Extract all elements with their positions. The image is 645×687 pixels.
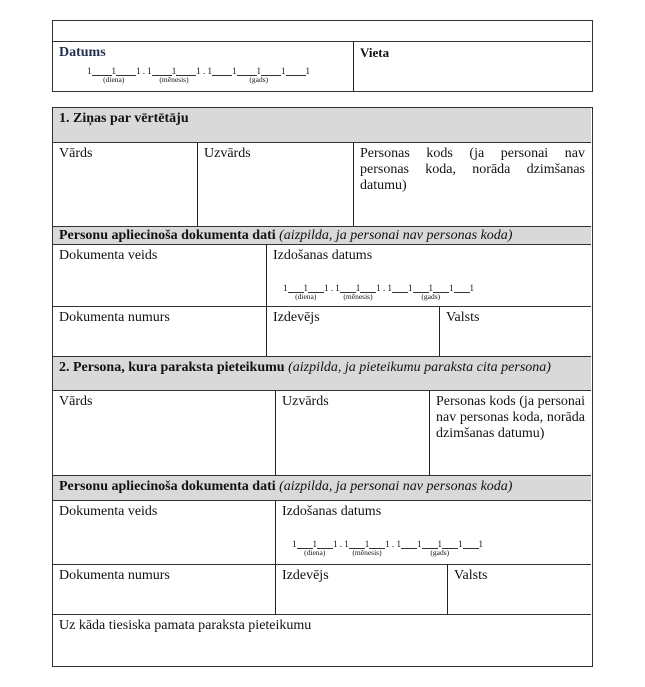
date-line-s1 — [283, 283, 474, 301]
s2-dokumenta-veids-field[interactable] — [53, 500, 275, 565]
s1-vards-field[interactable] — [53, 142, 197, 227]
date-tick: 1 — [281, 66, 286, 76]
date-day — [283, 283, 329, 301]
datums-label: Datums — [59, 45, 106, 60]
s1-doc-header-title: Personu apliecinoša dokumenta dati — [59, 228, 276, 243]
s1-izdevejs-label: Izdevējs — [273, 310, 320, 325]
date-tick: 1 — [376, 283, 381, 293]
date-year — [387, 283, 475, 301]
date-tick: 1 — [305, 66, 310, 76]
date-underline — [463, 539, 479, 549]
date-separator: . — [200, 66, 208, 76]
s2-vards-label: Vārds — [59, 394, 93, 409]
date-underline — [392, 283, 408, 293]
s1-dokumenta-numurs-label: Dokumenta numurs — [59, 310, 170, 325]
date-tick: 1 — [207, 66, 212, 76]
vieta-label: Vieta — [360, 45, 390, 60]
date-line-s2 — [292, 539, 483, 557]
date-year — [396, 539, 484, 557]
date-year-label: (gads) — [421, 292, 441, 301]
s1-izdosanas-datums-label: Izdošanas datums — [273, 248, 373, 263]
date-tick: 1 — [428, 283, 433, 293]
section2-title: 2. Persona, kura paraksta pieteikumu — [59, 360, 285, 375]
date-underline — [454, 283, 470, 293]
date-tick: 1 — [458, 539, 463, 549]
date-separator: . — [389, 539, 397, 549]
date-underline — [212, 66, 232, 76]
s2-uzvards-label: Uzvārds — [282, 394, 329, 409]
date-tick: 1 — [355, 283, 361, 293]
s1-vards-label: Vārds — [59, 146, 93, 161]
s2-pamats-label: Uz kāda tiesiska pamata paraksta pieteikumu — [59, 618, 312, 633]
s1-uzvards-label: Uzvārds — [204, 146, 251, 161]
s2-dokumenta-numurs-field[interactable] — [53, 564, 275, 615]
date-tick: 1 — [196, 66, 201, 76]
s1-uzvards-field[interactable] — [197, 142, 353, 227]
s2-izdevejs-field[interactable] — [275, 564, 447, 615]
s2-personas-kods-label: Personas kods (ja personai nav personas koda, norāda dzimšanas datumu) — [436, 394, 585, 441]
s2-valsts-field[interactable] — [447, 564, 591, 615]
date-tick: 1 — [136, 66, 141, 76]
s2-izdosanas-datums-field[interactable] — [275, 500, 591, 565]
s1-izdevejs-field[interactable] — [266, 306, 439, 357]
date-underline — [286, 66, 306, 76]
section2-header — [53, 356, 591, 391]
date-tick: 1 — [437, 539, 442, 549]
section1-header — [53, 108, 591, 143]
s1-doc-header — [53, 226, 591, 245]
date-day-label: (diena) — [295, 292, 317, 301]
date-separator: . — [380, 283, 388, 293]
date-tick: 1 — [385, 539, 390, 549]
s1-dokumenta-veids-label: Dokumenta veids — [59, 248, 158, 263]
s1-dokumenta-numurs-field[interactable] — [53, 306, 266, 357]
date-tick: 1 — [324, 283, 329, 293]
date-tick: 1 — [171, 66, 177, 76]
header-blank-row[interactable] — [53, 21, 591, 42]
datums-cell[interactable] — [53, 41, 353, 91]
main-table — [52, 107, 593, 667]
date-tick: 1 — [469, 283, 474, 293]
vieta-cell[interactable] — [353, 41, 591, 91]
s1-personas-kods-label: Personas kods (ja personai nav personas koda, norāda dzimšanas datumu) — [360, 146, 585, 193]
s2-dokumenta-numurs-label: Dokumenta numurs — [59, 568, 170, 583]
date-month — [335, 283, 381, 301]
date-separator: . — [328, 283, 336, 293]
date-month — [344, 539, 390, 557]
date-tick: 1 — [147, 66, 152, 76]
date-year-label: (gads) — [249, 75, 269, 84]
date-day — [292, 539, 338, 557]
s1-valsts-label: Valsts — [446, 310, 480, 325]
header-table — [52, 20, 593, 92]
s2-doc-header — [53, 475, 591, 501]
date-year — [207, 66, 311, 84]
date-tick: 1 — [111, 66, 116, 76]
date-tick: 1 — [312, 539, 317, 549]
s1-valsts-field[interactable] — [439, 306, 591, 357]
s2-personas-kods-field[interactable] — [429, 390, 591, 476]
date-tick: 1 — [256, 66, 261, 76]
date-month-label: (mēnesis) — [352, 548, 382, 557]
s2-valsts-label: Valsts — [454, 568, 488, 583]
date-tick: 1 — [283, 283, 288, 293]
date-tick: 1 — [344, 539, 349, 549]
s1-doc-header-note: (aizpilda, ja personai nav personas koda) — [279, 228, 513, 243]
date-separator: . — [337, 539, 345, 549]
date-line-header — [87, 66, 310, 84]
date-tick: 1 — [87, 66, 92, 76]
s1-personas-kods-field[interactable] — [353, 142, 591, 227]
date-tick: 1 — [408, 283, 413, 293]
date-year-label: (gads) — [430, 548, 450, 557]
date-tick: 1 — [303, 283, 308, 293]
s2-uzvards-field[interactable] — [275, 390, 429, 476]
date-tick: 1 — [387, 283, 392, 293]
s1-izdosanas-datums-field[interactable] — [266, 244, 591, 307]
s1-dokumenta-veids-field[interactable] — [53, 244, 266, 307]
date-separator: . — [140, 66, 148, 76]
s2-doc-header-note: (aizpilda, ja personai nav personas koda) — [279, 479, 513, 494]
date-tick: 1 — [478, 539, 483, 549]
s2-izdevejs-label: Izdevējs — [282, 568, 329, 583]
date-tick: 1 — [417, 539, 422, 549]
date-day-label: (diena) — [304, 548, 326, 557]
section1-title: 1. Ziņas par vērtētāju — [59, 111, 189, 126]
date-tick: 1 — [449, 283, 454, 293]
s2-vards-field[interactable] — [53, 390, 275, 476]
s2-pamats-field[interactable] — [53, 614, 591, 665]
date-month-label: (mēnesis) — [159, 75, 189, 84]
s2-izdosanas-datums-label: Izdošanas datums — [282, 504, 382, 519]
date-tick: 1 — [333, 539, 338, 549]
date-tick: 1 — [364, 539, 370, 549]
date-month — [147, 66, 201, 84]
date-tick: 1 — [232, 66, 237, 76]
s2-doc-header-title: Personu apliecinoša dokumenta dati — [59, 479, 276, 494]
section2-title-note: (aizpilda, ja pieteikumu paraksta cita persona) — [288, 360, 551, 375]
date-tick: 1 — [335, 283, 340, 293]
date-month-label: (mēnesis) — [343, 292, 373, 301]
date-tick: 1 — [396, 539, 401, 549]
date-day-label: (diena) — [103, 75, 125, 84]
s2-dokumenta-veids-label: Dokumenta veids — [59, 504, 158, 519]
date-day — [87, 66, 141, 84]
date-underline — [401, 539, 417, 549]
date-tick: 1 — [292, 539, 297, 549]
